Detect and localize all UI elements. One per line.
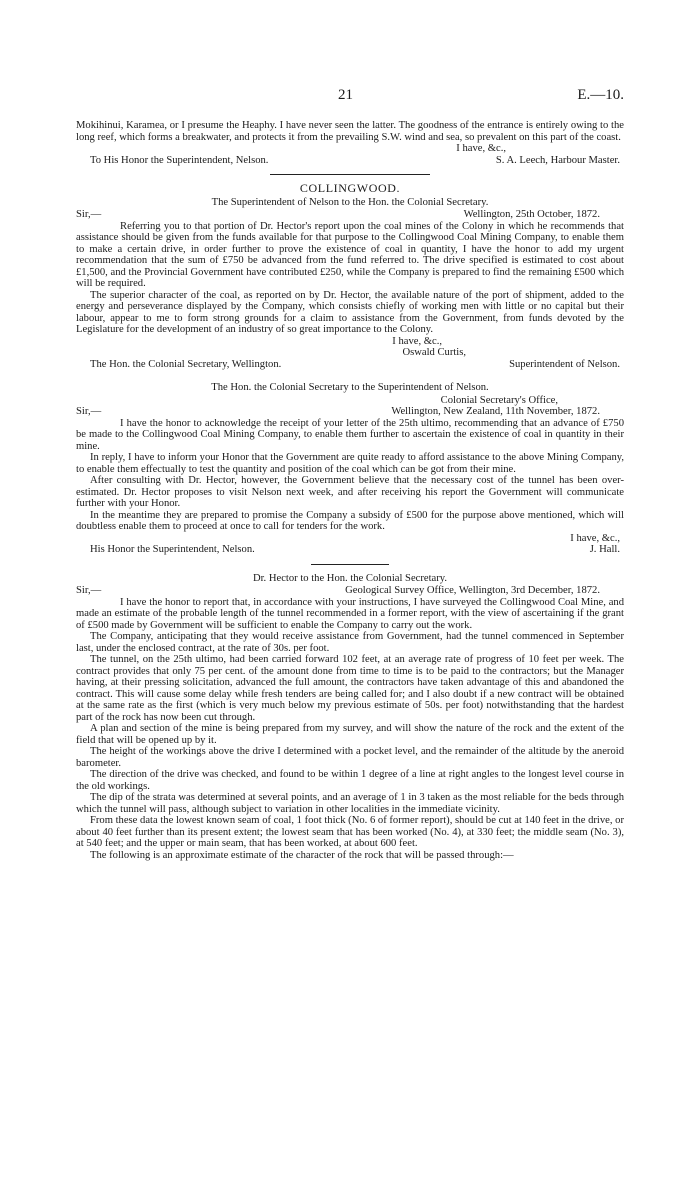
letter1-signer: Oswald Curtis, <box>402 347 466 358</box>
letter2-paragraph: I have the honor to acknowledge the receipt of your letter of the 25th ultimo, recommending that an advance of £750 be made to the Collingwood Coal Mining Company, to enable them further to ascertain the existence of coal in quantity in their mine. <box>76 417 624 452</box>
letter1-paragraph: Referring you to that portion of Dr. Hector's report upon the coal mines of the Colony in which he recommends that assistance should be given from the funds available for that purpose to the Collingwood Coal Mining Company, to enable them to make a certain drive, in order further to prove the existence of coal in quantity, I have the honor to add my urgent recommendation that the sum of £750 be advanced from the fund referred to. The drive specified is estimated to cost about £1,500, and the Provincial Government have contributed £250, while the Company is prepared to find the remaining £500 which will be required. <box>76 220 624 289</box>
letter3-dateline: Geological Survey Office, Wellington, 3rd December, 1872. <box>345 585 600 596</box>
letter1-closing: I have, &c., <box>392 335 442 347</box>
letter1-paragraph: The superior character of the coal, as reported on by Dr. Hector, the available nature of the port of shipment, added to the energy and perseverance displayed by the Company, which consists chiefly of working men with little or no capital but their labour, appear to me to form strong grounds for a claim to assistance from the Government, from funds devoted by the Legislature for the development of an industry of so great importance to the Colony. <box>76 289 624 335</box>
intro-signature-row <box>76 155 624 167</box>
letter2-salutation-row <box>76 406 624 418</box>
document-reference: E.—10. <box>577 87 624 103</box>
letter2-heading: The Hon. the Colonial Secretary to the Superintendent of Nelson. <box>211 382 489 393</box>
letter2-salutation: Sir,— <box>76 406 102 417</box>
letter3-paragraph: The dip of the strata was determined at several points, and an average of 1 in 3 taken as the most reliable for the beds through which the tunnel will pass, although subject to variation in other localities in the immediate vicinity. <box>76 792 624 815</box>
letter3-paragraph: The height of the workings above the drive I determined with a pocket level, and the remainder of the altitude by the aneroid barometer. <box>76 746 624 769</box>
letter2-office: Colonial Secretary's Office, <box>440 394 558 406</box>
letter3-paragraph: The tunnel, on the 25th ultimo, had been carried forward 102 feet, at an average rate of progress of 10 feet per week. The contract provides that only 75 per cent. of the amount done from time to time is to be paid to the contractors; but the Manager having, at their pressing solicitation, advanced the full amount, the contractors have taken advantage of this and abandoned the contract. This will cause some delay while fresh tenders are being called for; and I also doubt if a new contract will be obtained at the same rate as the first (which is very much below my previous estimate of 50s. per foot) notwithstanding that the hardest part of the rock has now been cut through. <box>76 654 624 723</box>
letter1-salutation-row <box>76 209 624 221</box>
letter3-paragraph: The Company, anticipating that they would receive assistance from Government, had the tunnel commenced in September last, under the enclosed contract, at the rate of 30s. per foot. <box>76 631 624 654</box>
letter3-paragraph: The direction of the drive was checked, and found to be within 1 degree of a line at right angles to the longest level course in the old workings. <box>76 769 624 792</box>
letter1-salutation: Sir,— <box>76 209 102 220</box>
letter1-addressee: The Hon. the Colonial Secretary, Wellington. <box>90 358 282 370</box>
letter3-heading: Dr. Hector to the Hon. the Colonial Secretary. <box>252 572 448 584</box>
letter2-closing: I have, &c., <box>570 532 620 544</box>
letter1-heading: The Superintendent of Nelson to the Hon. the Colonial Secretary. <box>211 196 489 208</box>
letter3-paragraph: A plan and section of the mine is being prepared from my survey, and will show the nature of the rock and the extent of the field that will be opened up by it. <box>76 723 624 746</box>
letter2-paragraph: After consulting with Dr. Hector, however, the Government believe that the necessary cost of the tunnel has been over-estimated. Dr. Hector proposes to visit Nelson next week, and after receiving his report the Government will communicate further with your Honor. <box>76 475 624 509</box>
intro-addressee: To His Honor the Superintendent, Nelson. <box>90 154 269 166</box>
page-number: 21 <box>338 87 353 103</box>
letter3-salutation: Sir,— <box>76 585 102 596</box>
section-title: COLLINGWOOD. <box>299 181 401 195</box>
letter2-addressee: His Honor the Superintendent, Nelson. <box>90 544 255 555</box>
letter2-paragraph: In the meantime they are prepared to promise the Company a subsidy of £500 for the purpose above mentioned, which will doubtless enable them to proceed at once to call for tenders for the work. <box>76 509 624 532</box>
letter1-signer-title: Superintendent of Nelson. <box>509 358 620 370</box>
letter3-paragraph: I have the honor to report that, in accordance with your instructions, I have surveyed the Collingwood Coal Mine, and made an estimate of the probable length of the tunnel recommended in a former report, with the view of ascertaining if the grant of £500 made by Government will be sufficient to enable the Company to carry out the work. <box>76 596 624 631</box>
letter3-paragraph: From these data the lowest known seam of coal, 1 foot thick (No. 6 of former report), should be cut at 140 feet in the drive, or about 40 feet further than its present extent; the lowest seam that has been worked (No. 4), at 330 feet; the middle seam (No. 3), at 540 feet; and the upper or main seam, that has been worked, at about 600 feet. <box>76 815 624 849</box>
letter1-dateline: Wellington, 25th October, 1872. <box>463 209 600 220</box>
letter3-paragraph: The following is an approximate estimate of the character of the rock that will be passed through:— <box>90 849 514 861</box>
letter2-signer: J. Hall. <box>589 544 620 555</box>
page-header <box>76 87 624 110</box>
section-divider <box>270 174 430 175</box>
letter3-salutation-row <box>76 585 624 597</box>
page-content <box>76 120 624 861</box>
letter2-dateline: Wellington, New Zealand, 11th November, 1872. <box>391 406 600 417</box>
letter2-paragraph: In reply, I have to inform your Honor that the Government are quite ready to afford assistance to the above Mining Company, to enable them effectually to test the quantity and position of the coal which can be got from their mine. <box>76 452 624 475</box>
letter1-signature-row <box>76 359 624 371</box>
letter-divider <box>311 564 389 565</box>
intro-signature: S. A. Leech, Harbour Master. <box>495 154 620 166</box>
letter2-signature-row <box>76 544 624 556</box>
intro-paragraph: Mokihinui, Karamea, or I presume the Heaphy. I have never seen the latter. The goodness of the entrance is entirely owing to the long reef, which forms a breakwater, and protects it from the prevailing S.W. wind and sea, so prevalent on this part of the coast. <box>76 120 624 143</box>
intro-closing: I have, &c., <box>456 143 506 154</box>
